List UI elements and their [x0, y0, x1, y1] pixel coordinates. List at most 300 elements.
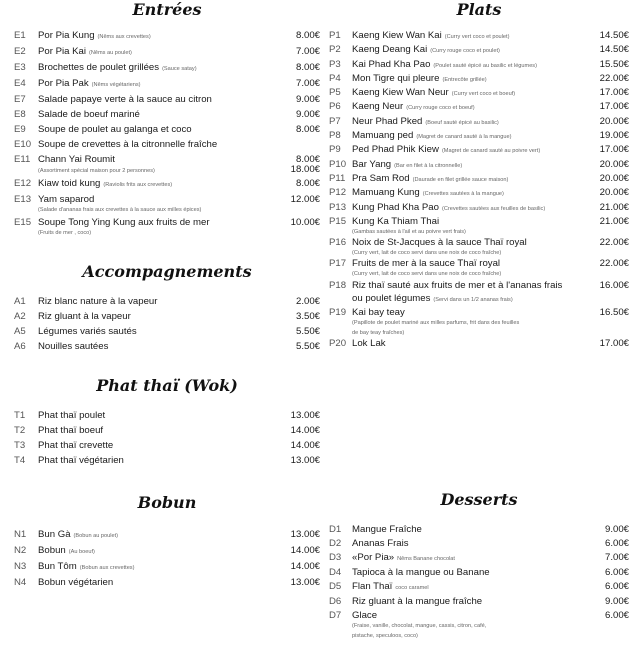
menu-item: [329, 610, 629, 630]
item-description: (Bar en filet à la citronnelle): [394, 162, 463, 169]
menu-item: [14, 440, 320, 452]
desserts-list: [329, 524, 629, 642]
item-description: (Daurade en filet grillée sauce maison): [412, 176, 509, 183]
item-name: Soupe Tong Ying Kung aux fruits de mer: [38, 217, 210, 228]
item-price: 15.50€: [599, 58, 629, 70]
item-description: (Raviolis frits aux crevettes): [103, 182, 173, 188]
item-code: P8: [329, 130, 341, 142]
item-description: (Entrecôte grillée): [442, 76, 487, 83]
item-name-wrap: [352, 538, 589, 550]
item-subdescription: (Gambas sautées à l'ail et au poivre vert frais): [352, 228, 466, 235]
item-name-wrap: [352, 216, 589, 228]
phat-thai-list: [14, 410, 320, 470]
item-name: Kaeng Deang Kai: [352, 44, 428, 56]
menu-item: [329, 59, 629, 72]
item-code: A2: [14, 311, 26, 322]
menu-item-row: [329, 258, 629, 270]
item-subdescription: (Fruits de mer , coco): [38, 230, 92, 236]
menu-item: [329, 329, 629, 337]
item-name-wrap: [38, 410, 272, 422]
item-code: E9: [14, 124, 26, 135]
item-name: Salade de boeuf mariné: [38, 109, 140, 120]
item-name: Kiaw toid kung: [38, 178, 101, 189]
item-name-wrap: [38, 440, 272, 452]
item-subdescription: pistache, speculoos, coco): [352, 633, 418, 639]
item-name-wrap: [352, 552, 589, 565]
menu-item-row: [329, 130, 629, 143]
item-price: 6.00€: [604, 567, 629, 578]
menu-item-row: [329, 59, 629, 72]
item-price: 21.00€: [599, 215, 629, 227]
menu-item-subrow: [14, 229, 320, 237]
item-code: N1: [14, 529, 27, 540]
item-name-wrap: [38, 30, 272, 43]
entrees-list: [14, 30, 320, 240]
item-name: Riz thaï sauté aux fruits de mer et à l'ananas frais: [352, 279, 563, 291]
item-name: Kung Ka Thiam Thai: [352, 215, 440, 227]
item-price: 20.00€: [599, 158, 629, 170]
item-name: Kaeng Kiew Wan Neur: [352, 87, 449, 99]
item-subdescription: (Assortiment spécial maison pour 2 personnes): [38, 168, 155, 174]
menu-item: [14, 124, 320, 136]
item-name-wrap: [352, 59, 589, 72]
item-sub-price: 18.00€: [290, 164, 320, 175]
item-price: 8.00€: [295, 154, 320, 165]
item-name: Soupe de poulet au galanga et coco: [38, 124, 192, 135]
item-price: 14.50€: [599, 30, 629, 41]
accompagnements-list: [14, 296, 320, 356]
menu-item-row: [329, 44, 629, 57]
menu-item-row: [329, 202, 629, 215]
item-price: 22.00€: [599, 237, 629, 249]
menu-item: [14, 577, 320, 589]
item-name: Phat thaï crevette: [38, 440, 114, 451]
item-name-wrap: [352, 258, 589, 270]
item-name: Soupe de crevettes à la citronnelle fraîche: [38, 139, 218, 150]
item-name: Kai bay teay: [352, 307, 405, 319]
menu-item: [14, 326, 320, 338]
menu-item: [329, 293, 629, 306]
menu-item-row: [329, 116, 629, 129]
item-price: 5.50€: [295, 341, 320, 352]
menu-item-row: [14, 440, 320, 452]
item-code: D7: [329, 610, 342, 621]
item-code: E7: [14, 94, 26, 105]
item-description: Nêms Banane chocolat: [397, 556, 455, 562]
item-code: N4: [14, 577, 27, 588]
item-name-wrap: [38, 46, 272, 59]
item-name: Bobun végétarien: [38, 577, 114, 588]
item-price: 6.00€: [604, 538, 629, 549]
item-name: Salade papaye verte à la sauce au citron: [38, 94, 212, 105]
item-name: Lok Lak: [352, 337, 386, 349]
menu-item-row: [14, 194, 320, 206]
item-price: 21.00€: [599, 201, 629, 213]
item-name-wrap: [352, 144, 589, 157]
menu-item: [14, 529, 320, 542]
menu-item-subrow: [329, 270, 629, 278]
menu-item-subrow: [14, 206, 320, 214]
item-code: P12: [329, 187, 347, 199]
item-description: (Nêms au poulet): [89, 50, 132, 56]
menu-item-row: [329, 610, 629, 622]
menu-item-row: [14, 529, 320, 542]
item-code: A5: [14, 326, 26, 337]
menu-item-row: [329, 144, 629, 157]
item-description: (Bobun au poulet): [73, 533, 119, 539]
menu-item-row: [14, 154, 320, 166]
menu-item-row: [14, 178, 320, 191]
item-price: 13.00€: [290, 529, 320, 540]
menu-item-row: [329, 101, 629, 114]
item-price: 20.00€: [599, 115, 629, 127]
item-code: P5: [329, 87, 341, 99]
menu-item-row: [329, 538, 629, 550]
menu-item: [14, 545, 320, 558]
menu-item-row: [329, 237, 629, 249]
menu-item: [329, 567, 629, 579]
menu-item: [329, 73, 629, 86]
item-name-wrap: [352, 524, 589, 536]
item-code: P1: [329, 30, 341, 41]
item-subdescription: (Papillote de poulet mariné aux milles parfums, frit dans des feuilles: [352, 320, 520, 327]
item-code: E3: [14, 62, 26, 73]
item-code: P16: [329, 237, 347, 249]
item-description: (Bobun aux crevettes): [79, 565, 135, 571]
menu-item: [14, 561, 320, 574]
menu-item-subrow: [329, 632, 629, 640]
item-code: N3: [14, 561, 27, 572]
item-name: Mamuang ped: [352, 130, 414, 142]
item-price: 9.00€: [295, 94, 320, 105]
menu-item: [14, 109, 320, 121]
item-subdescription: (Salade d'ananas frais aux crevettes à la sauce aux milles épices): [38, 207, 202, 213]
item-description: (Au boeuf): [68, 549, 95, 555]
item-name: Ped Phad Phik Kiew: [352, 144, 439, 156]
item-name-wrap: [352, 293, 589, 306]
item-name-wrap: [352, 116, 589, 129]
item-code: E4: [14, 78, 26, 89]
menu-item-row: [14, 78, 320, 91]
menu-item: [14, 46, 320, 59]
menu-item: [14, 194, 320, 214]
item-name-wrap: [352, 280, 589, 292]
item-price: 8.00€: [295, 62, 320, 73]
item-name: Brochettes de poulet grillées: [38, 62, 160, 73]
menu-item: [14, 178, 320, 191]
item-name-wrap: [352, 307, 589, 319]
menu-item-row: [14, 410, 320, 422]
item-description: (Curry vert coco et boeuf): [451, 91, 516, 98]
item-name-wrap: [352, 159, 589, 172]
item-code: E2: [14, 46, 26, 57]
menu-item-subrow: [329, 319, 629, 327]
menu-item: [14, 455, 320, 467]
menu-item-row: [14, 139, 320, 151]
item-price: 14.00€: [290, 425, 320, 436]
menu-item-row: [14, 561, 320, 574]
item-description: (Curry vert coco et poulet): [444, 34, 510, 40]
section-title-accompagnements: Accompagnements: [82, 262, 252, 281]
item-name: Phat thaï boeuf: [38, 425, 104, 436]
menu-item: [14, 62, 320, 75]
menu-item-row: [329, 581, 629, 594]
item-price: 6.00€: [604, 610, 629, 621]
menu-item: [14, 410, 320, 422]
item-name: Por Pia Kai: [38, 46, 86, 57]
menu-item: [329, 338, 629, 350]
menu-item: [329, 30, 629, 43]
item-name: Bun Tôm: [38, 561, 77, 572]
menu-item-row: [329, 73, 629, 86]
item-code: D3: [329, 552, 342, 563]
item-code: D6: [329, 596, 342, 607]
menu-item: [329, 44, 629, 57]
menu-item-subrow: [329, 249, 629, 257]
item-name-wrap: [352, 44, 589, 57]
item-code: P15: [329, 215, 347, 227]
item-code: E1: [14, 30, 26, 41]
item-code: T4: [14, 455, 26, 466]
item-price: 12.00€: [290, 194, 320, 205]
item-price: 2.00€: [295, 296, 320, 307]
menu-item-row: [14, 425, 320, 437]
menu-item: [329, 524, 629, 536]
item-description: (Crevettes sautées aux feuilles de basilic): [441, 205, 546, 212]
bobun-list: [14, 529, 320, 592]
menu-item: [14, 30, 320, 43]
item-name: Flan Thaï: [352, 581, 393, 592]
item-price: 9.00€: [604, 524, 629, 535]
menu-item-row: [329, 159, 629, 172]
menu-item-row: [329, 307, 629, 319]
menu-item-row: [14, 455, 320, 467]
item-name: Por Pia Kung: [38, 30, 95, 41]
item-price: 10.00€: [290, 217, 320, 228]
item-price: 9.00€: [604, 596, 629, 607]
menu-item-row: [14, 124, 320, 136]
menu-item-row: [14, 577, 320, 589]
item-code: T2: [14, 425, 26, 436]
item-price: 20.00€: [599, 172, 629, 184]
item-code: P3: [329, 58, 341, 70]
item-price: 14.50€: [599, 44, 629, 56]
item-price: 17.00€: [599, 101, 629, 113]
item-name-wrap: [38, 78, 272, 91]
item-description: (Curry rouge coco et boeuf): [406, 105, 475, 112]
item-name: Mangue Fraîche: [352, 524, 422, 535]
menu-item: [329, 144, 629, 157]
item-price: 7.00€: [604, 552, 629, 563]
menu-item-row: [329, 552, 629, 565]
menu-item: [329, 552, 629, 565]
menu-item: [329, 596, 629, 608]
menu-item-row: [329, 173, 629, 186]
item-description: (Magret de canard sauté à la mangue): [416, 134, 512, 141]
item-price: 17.00€: [599, 144, 629, 156]
item-name: Riz blanc nature à la vapeur: [38, 296, 158, 307]
item-name-wrap: [38, 178, 272, 191]
menu-item-row: [329, 293, 629, 306]
item-code: P20: [329, 337, 347, 349]
item-name: Tapioca à la mangue ou Banane: [352, 567, 490, 578]
item-name: Bar Yang: [352, 158, 392, 170]
item-price: 14.00€: [290, 440, 320, 451]
item-code: P19: [329, 307, 347, 319]
menu-item-subrow: [329, 622, 629, 630]
item-name-wrap: [38, 94, 272, 106]
item-price: 14.00€: [290, 561, 320, 572]
item-name-wrap: [38, 62, 272, 75]
item-name-wrap: [38, 124, 272, 136]
menu-item-row: [14, 296, 320, 308]
item-code: P18: [329, 279, 347, 291]
menu-item-row: [329, 567, 629, 579]
item-price: 22.00€: [599, 72, 629, 84]
menu-item: [329, 130, 629, 143]
menu-item: [14, 425, 320, 437]
section-title-phat-thai: Phat thaï (Wok): [96, 376, 238, 395]
item-name-wrap: [38, 455, 272, 467]
item-code: T3: [14, 440, 26, 451]
item-name: Kaeng Kiew Wan Kai: [352, 30, 442, 41]
item-name: Riz gluant à la mangue fraîche: [352, 596, 483, 607]
item-name: «Por Pia»: [352, 552, 395, 563]
menu-item: [329, 538, 629, 550]
menu-item: [14, 154, 320, 175]
item-price: 7.00€: [295, 46, 320, 57]
item-name: Riz gluant à la vapeur: [38, 311, 131, 322]
menu-item-row: [329, 30, 629, 43]
item-name: Kaeng Neur: [352, 101, 404, 113]
item-code: P9: [329, 144, 341, 156]
menu-item: [329, 237, 629, 257]
item-code: E12: [14, 178, 32, 189]
item-price: 13.00€: [290, 455, 320, 466]
item-name-wrap: [352, 202, 589, 215]
item-code: P7: [329, 115, 341, 127]
menu-item: [329, 187, 629, 200]
item-price: 22.00€: [599, 258, 629, 270]
item-name-wrap: [352, 581, 589, 594]
item-code: D5: [329, 581, 342, 592]
item-description: (Nêms végétariens): [91, 82, 141, 88]
item-name: Phat thaï végétarien: [38, 455, 124, 466]
item-name-wrap: [38, 341, 272, 353]
item-price: 7.00€: [295, 78, 320, 89]
item-name-wrap: [352, 130, 589, 143]
menu-item: [329, 216, 629, 236]
item-price: 5.50€: [295, 326, 320, 337]
item-name-wrap: [38, 425, 272, 437]
item-code: N2: [14, 545, 27, 556]
menu-item-row: [14, 217, 320, 229]
item-name: ou poulet légumes: [352, 293, 431, 305]
item-name-wrap: [352, 73, 589, 86]
item-name-wrap: [352, 101, 589, 114]
item-price: 17.00€: [599, 87, 629, 99]
item-name-wrap: [352, 567, 589, 579]
menu-item: [329, 280, 629, 292]
item-name-wrap: [352, 338, 589, 350]
menu-item: [329, 116, 629, 129]
menu-item-row: [14, 311, 320, 323]
menu-item-subrow: [329, 329, 629, 337]
menu-item: [329, 307, 629, 327]
item-subdescription: de bay teay fraîches): [352, 329, 405, 336]
item-name: Mon Tigre qui pleure: [352, 72, 440, 84]
item-code: E13: [14, 194, 32, 205]
item-code: P6: [329, 101, 341, 113]
item-name: Glace: [352, 610, 378, 621]
item-name: Mamuang Kung: [352, 187, 420, 199]
section-title-entrees: Entrées: [132, 0, 202, 19]
item-price: 8.00€: [295, 30, 320, 41]
item-name: Neur Phad Pked: [352, 115, 423, 127]
item-code: P13: [329, 201, 347, 213]
menu-item-subrow: [329, 228, 629, 236]
item-name: Bun Gà: [38, 529, 71, 540]
menu-item-row: [14, 341, 320, 353]
menu-item-row: [329, 280, 629, 292]
item-name-wrap: [38, 109, 272, 121]
plats-list: [329, 30, 629, 351]
item-subdescription: (Curry vert, lait de coco servi dans une noix de coco fraîche): [352, 271, 502, 278]
menu-item-row: [329, 338, 629, 350]
item-name: Yam saparod: [38, 194, 95, 205]
menu-item: [14, 139, 320, 151]
item-subdescription: (Fraise, vanille, chocolat, mangue, cassis, citron, café,: [352, 623, 487, 629]
item-price: 9.00€: [295, 109, 320, 120]
item-name: Noix de St-Jacques à la sauce Thaï royal: [352, 237, 527, 249]
menu-item: [329, 173, 629, 186]
item-code: D2: [329, 538, 342, 549]
item-name-wrap: [352, 237, 589, 249]
menu-item: [329, 202, 629, 215]
menu-item: [329, 87, 629, 100]
item-code: A6: [14, 341, 26, 352]
menu-item: [14, 296, 320, 308]
item-name-wrap: [38, 311, 272, 323]
menu-item: [329, 632, 629, 640]
item-price: 14.00€: [290, 545, 320, 556]
item-code: P4: [329, 72, 341, 84]
item-price: 8.00€: [295, 178, 320, 189]
menu-item-row: [14, 30, 320, 43]
item-description: (Sauce satay): [162, 66, 197, 72]
item-code: E15: [14, 217, 32, 228]
menu-item-row: [329, 524, 629, 536]
item-name: Phat thaï poulet: [38, 410, 106, 421]
menu-item: [14, 311, 320, 323]
item-code: E8: [14, 109, 26, 120]
item-code: P11: [329, 172, 346, 184]
item-name-wrap: [38, 577, 272, 589]
item-name: Légumes variés sautés: [38, 326, 137, 337]
menu-item: [14, 217, 320, 237]
section-title-bobun: Bobun: [137, 493, 197, 512]
item-name-wrap: [352, 30, 589, 43]
item-name-wrap: [352, 610, 589, 622]
item-name-wrap: [38, 194, 272, 206]
item-code: P2: [329, 44, 341, 56]
menu-item-row: [14, 62, 320, 75]
item-description: coco caramel: [395, 585, 429, 591]
section-title-plats: Plats: [456, 0, 502, 19]
menu-item-row: [14, 46, 320, 59]
item-price: 13.00€: [290, 410, 320, 421]
menu-item: [329, 258, 629, 278]
